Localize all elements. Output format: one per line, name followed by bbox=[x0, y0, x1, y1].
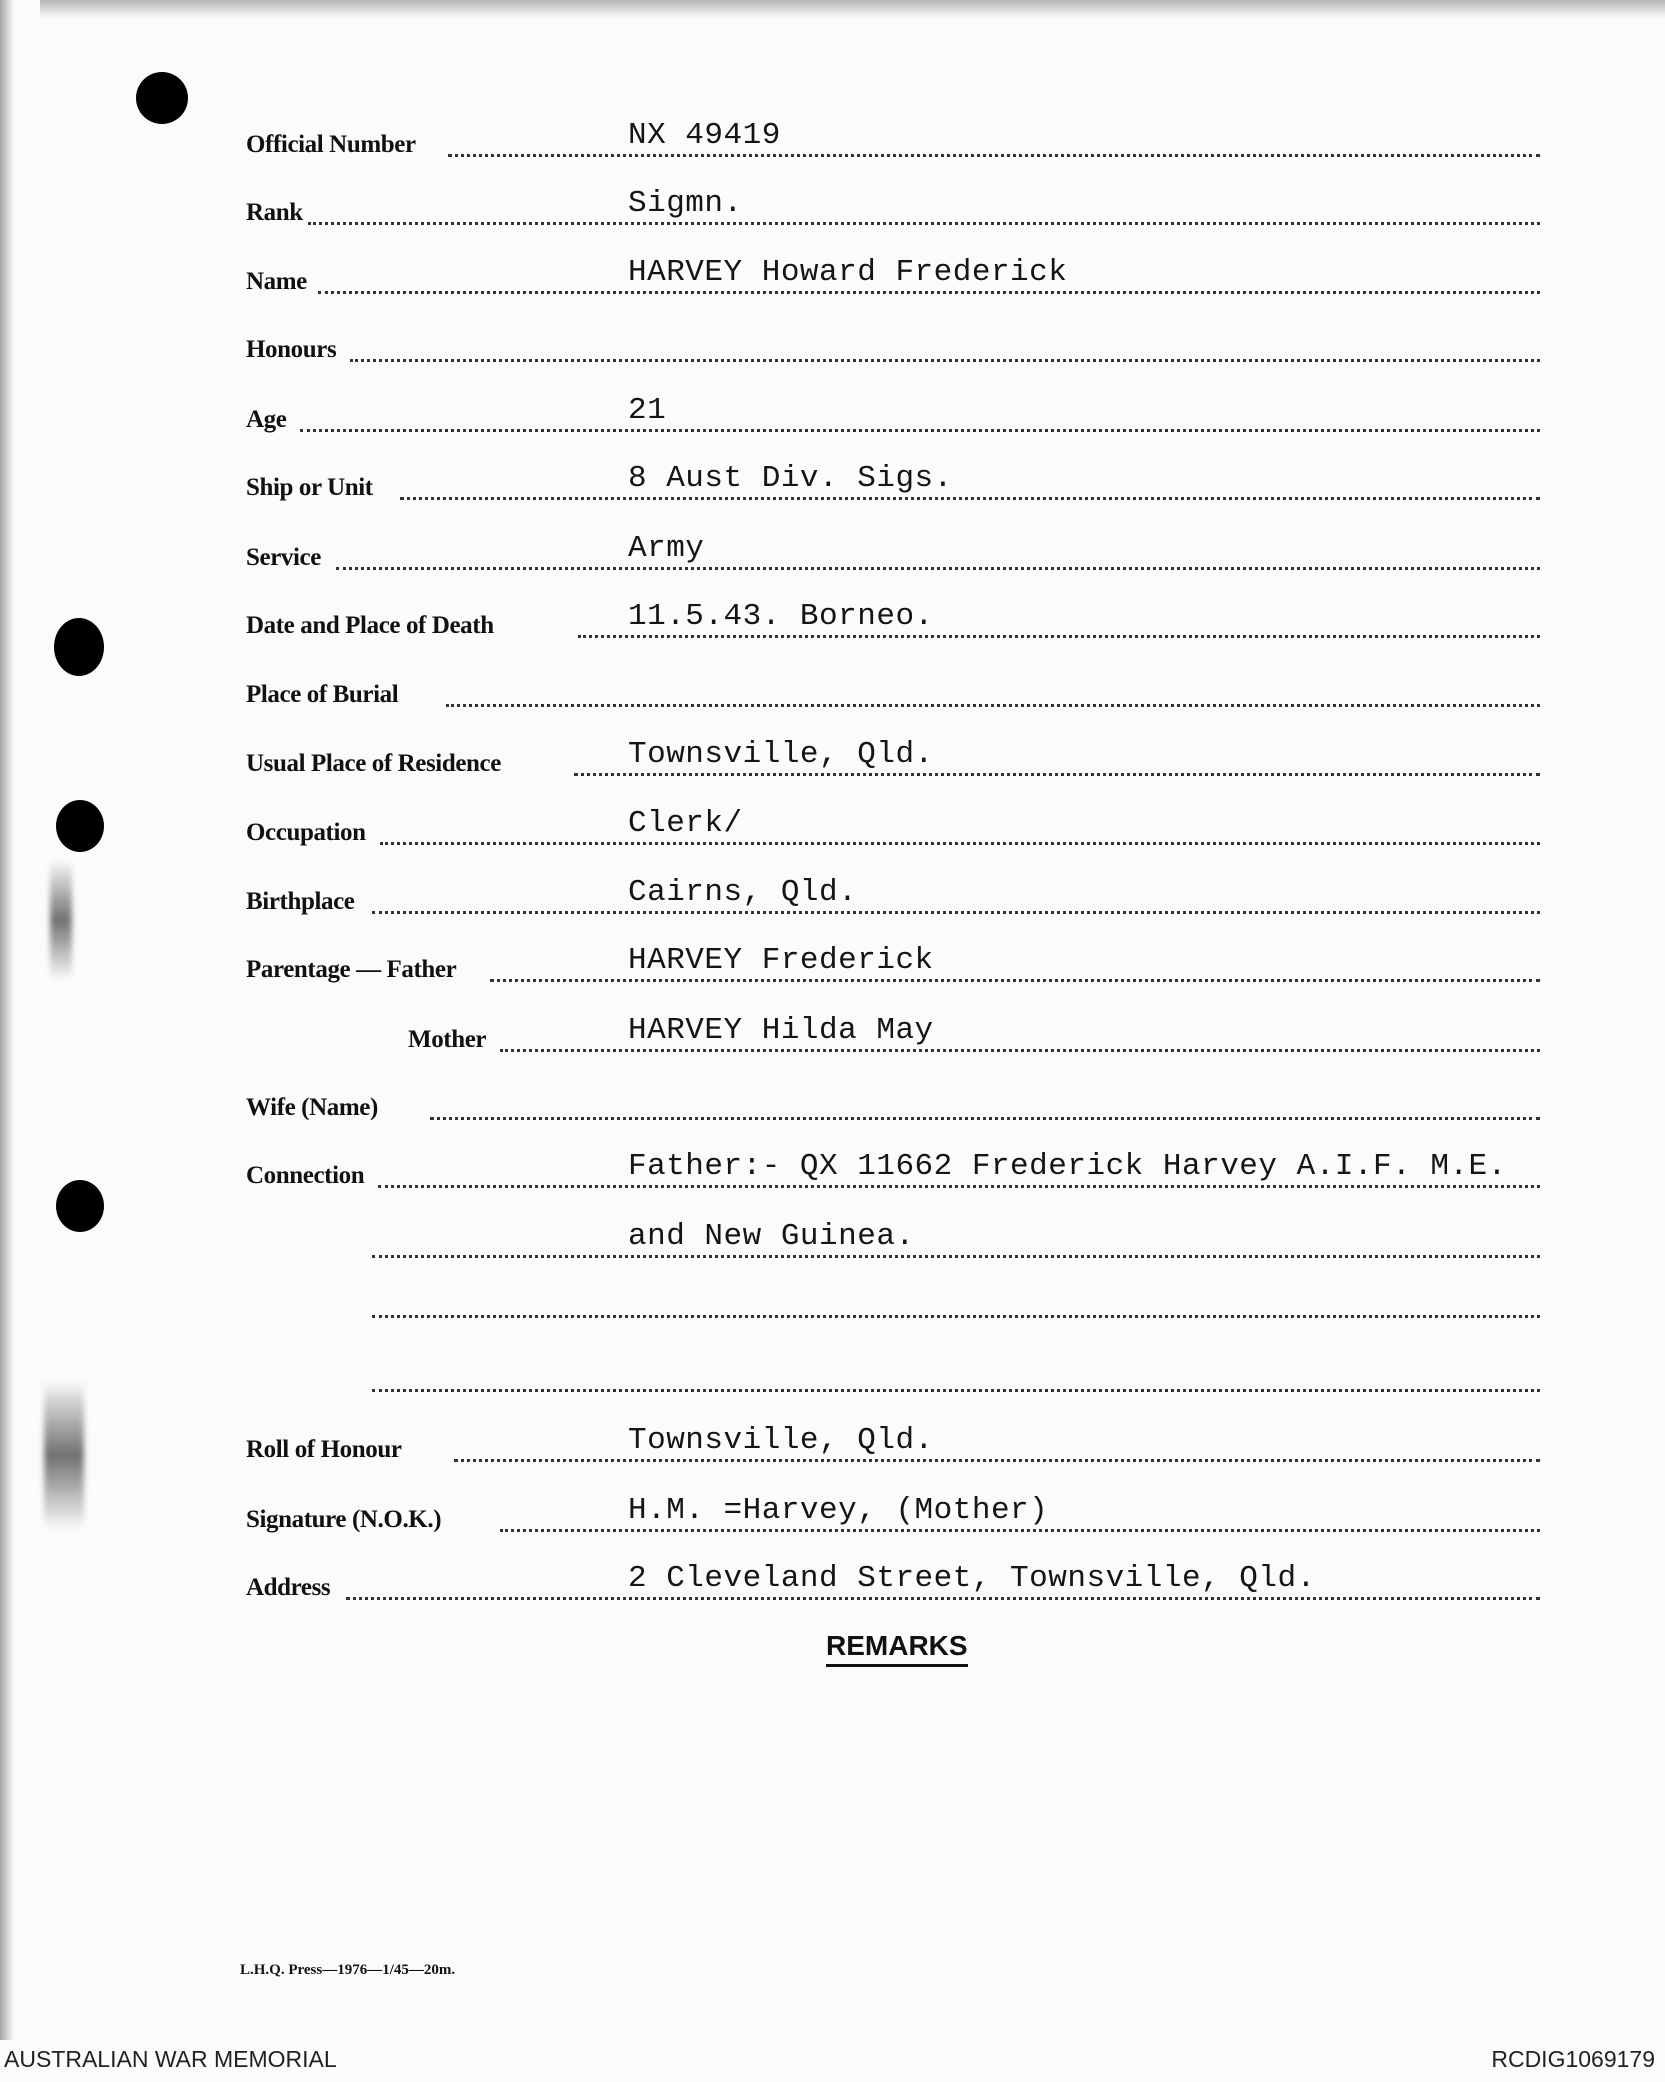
field-row bbox=[0, 724, 1665, 784]
dotted-line bbox=[446, 704, 1540, 707]
field-value: Sigmn. bbox=[628, 186, 743, 221]
dotted-line bbox=[500, 1049, 1540, 1052]
field-label: Signature (N.O.K.) bbox=[246, 1506, 442, 1533]
dotted-line bbox=[574, 773, 1540, 776]
field-row bbox=[0, 1480, 1665, 1540]
field-label: Occupation bbox=[246, 819, 366, 846]
dotted-line bbox=[336, 567, 1540, 570]
dotted-line bbox=[346, 1597, 1540, 1600]
field-value: Townsville, Qld. bbox=[628, 737, 934, 772]
field-label: Service bbox=[246, 544, 321, 571]
dotted-line bbox=[372, 1389, 1540, 1392]
field-row bbox=[0, 930, 1665, 990]
field-value: Cairns, Qld. bbox=[628, 875, 858, 910]
field-label: Date and Place of Death bbox=[246, 612, 494, 639]
field-row bbox=[0, 1340, 1665, 1400]
field-value: H.M. =Harvey, (Mother) bbox=[628, 1493, 1049, 1528]
field-value: and New Guinea. bbox=[628, 1219, 915, 1254]
field-row bbox=[0, 1410, 1665, 1470]
field-row bbox=[0, 310, 1665, 370]
field-row bbox=[0, 1136, 1665, 1196]
dotted-line bbox=[430, 1117, 1540, 1120]
dotted-line bbox=[500, 1529, 1540, 1532]
field-row bbox=[0, 105, 1665, 165]
field-value: HARVEY Frederick bbox=[628, 943, 934, 978]
dotted-line bbox=[490, 979, 1540, 982]
field-label: Honours bbox=[246, 336, 337, 363]
field-label: Place of Burial bbox=[246, 681, 399, 708]
field-value: NX 49419 bbox=[628, 118, 781, 153]
dotted-line bbox=[318, 291, 1540, 294]
dotted-line bbox=[372, 1315, 1540, 1318]
field-value: Clerk/ bbox=[628, 806, 743, 841]
archive-credit: AUSTRALIAN WAR MEMORIAL bbox=[4, 2046, 337, 2072]
remarks-heading: REMARKS bbox=[826, 1630, 968, 1667]
field-label: Connection bbox=[246, 1162, 365, 1189]
dotted-line bbox=[448, 154, 1540, 157]
dotted-line bbox=[378, 1185, 1540, 1188]
field-row bbox=[0, 862, 1665, 922]
field-label: Rank bbox=[246, 199, 303, 226]
field-value: Father:- QX 11662 Frederick Harvey A.I.F. M.E. bbox=[628, 1149, 1507, 1184]
field-label: Birthplace bbox=[246, 888, 355, 915]
dotted-line bbox=[380, 842, 1540, 845]
dotted-line bbox=[300, 429, 1540, 432]
field-label: Ship or Unit bbox=[246, 474, 373, 501]
field-row bbox=[0, 1068, 1665, 1128]
field-label: Mother bbox=[408, 1026, 487, 1053]
field-row bbox=[0, 518, 1665, 578]
field-row bbox=[0, 655, 1665, 715]
archive-reference-id: RCDIG1069179 bbox=[1491, 2046, 1655, 2072]
field-row bbox=[0, 242, 1665, 302]
printer-imprint: L.H.Q. Press—1976—1/45—20m. bbox=[240, 1962, 456, 1978]
field-label: Address bbox=[246, 1574, 331, 1601]
field-row bbox=[0, 1000, 1665, 1060]
dotted-line bbox=[454, 1459, 1540, 1462]
field-value: 2 Cleveland Street, Townsville, Qld. bbox=[628, 1561, 1316, 1596]
dotted-line bbox=[372, 1255, 1540, 1258]
field-value: Army bbox=[628, 531, 705, 566]
field-label: Age bbox=[246, 406, 287, 433]
field-row bbox=[0, 1266, 1665, 1326]
field-label: Wife (Name) bbox=[246, 1094, 378, 1121]
dotted-line bbox=[578, 635, 1540, 638]
field-row bbox=[0, 380, 1665, 440]
field-label: Name bbox=[246, 268, 307, 295]
field-value: 21 bbox=[628, 393, 667, 428]
field-value: HARVEY Howard Frederick bbox=[628, 255, 1068, 290]
field-value: 11.5.43. Borneo. bbox=[628, 599, 934, 634]
field-label: Roll of Honour bbox=[246, 1436, 402, 1463]
field-value: Townsville, Qld. bbox=[628, 1423, 934, 1458]
field-row bbox=[0, 1206, 1665, 1266]
field-row bbox=[0, 1548, 1665, 1608]
field-label: Usual Place of Residence bbox=[246, 750, 501, 777]
dotted-line bbox=[308, 222, 1540, 225]
dotted-line bbox=[372, 911, 1540, 914]
field-row bbox=[0, 793, 1665, 853]
field-row bbox=[0, 448, 1665, 508]
field-row bbox=[0, 173, 1665, 233]
field-label: Official Number bbox=[246, 131, 416, 158]
field-label: Parentage — Father bbox=[246, 956, 457, 983]
field-value: 8 Aust Div. Sigs. bbox=[628, 461, 953, 496]
field-row bbox=[0, 586, 1665, 646]
scan-top-shadow bbox=[40, 0, 1665, 18]
field-value: HARVEY Hilda May bbox=[628, 1013, 934, 1048]
dotted-line bbox=[400, 497, 1540, 500]
dotted-line bbox=[350, 359, 1540, 362]
